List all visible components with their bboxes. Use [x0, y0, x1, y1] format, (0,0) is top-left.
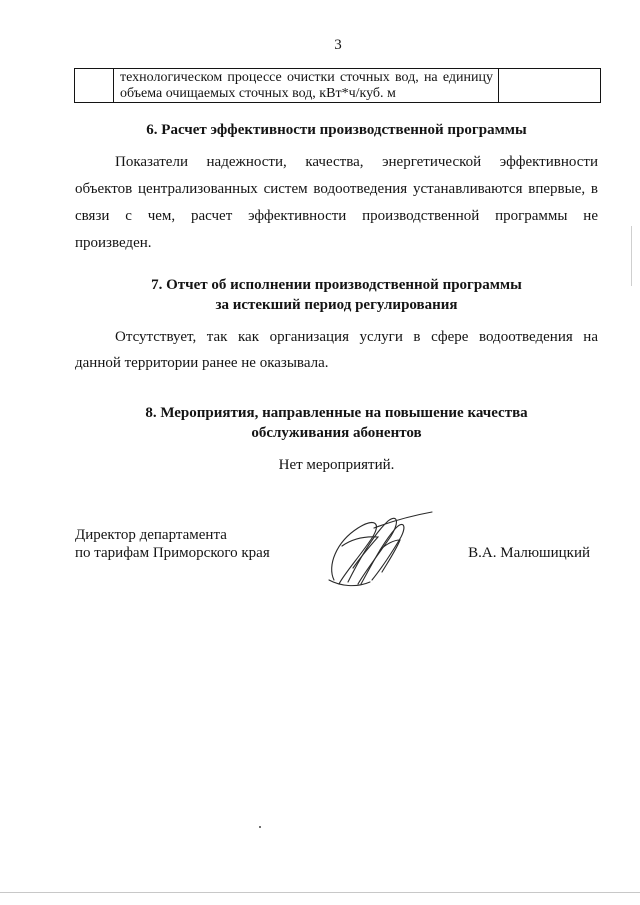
scan-edge-line	[0, 892, 640, 893]
heading-line: 6. Расчет эффективности производственной программы	[146, 122, 527, 138]
signature-stroke	[332, 523, 377, 584]
signature-stroke	[348, 518, 396, 584]
heading-line: за истекший период регулирования	[215, 297, 458, 313]
signer-name: В.А. Малюшицкий	[468, 545, 590, 561]
scan-edge-line	[631, 226, 632, 286]
page-number: 3	[334, 37, 342, 53]
heading-line: 8. Мероприятия, направленные на повышение качества	[145, 405, 528, 421]
table-continuation	[74, 68, 601, 103]
paragraph-line: Отсутствует, так как организация услуги в сфере водоотведения на	[115, 329, 598, 345]
section-6-heading	[75, 121, 598, 139]
table-cell-line: технологическом процессе очистки сточных вод, на единицу	[120, 70, 493, 85]
paragraph-line: произведен.	[75, 235, 152, 251]
signer-position-line: по тарифам Приморского края	[75, 545, 270, 561]
table-cell-line: объема очищаемых сточных вод, кВт*ч/куб. м	[120, 86, 396, 101]
paragraph-line: данной территории ранее не оказывала.	[75, 355, 329, 371]
table-cell-description	[114, 69, 499, 102]
section-8-text: Нет мероприятий.	[278, 457, 395, 473]
section-7-heading	[75, 275, 598, 315]
signature-stroke	[361, 524, 404, 584]
paragraph-line: объектов централизованных систем водоотведения устанавливаются впервые, в	[75, 181, 598, 197]
signature-stroke	[329, 580, 370, 586]
section-8-heading	[75, 403, 598, 443]
paragraph-line: связи с чем, расчет эффективности производственной программы не	[75, 208, 598, 224]
handwritten-signature	[320, 506, 435, 590]
section-6-paragraph	[75, 149, 598, 257]
scan-speck	[259, 826, 261, 828]
table-cell-value	[499, 69, 600, 102]
section-7-paragraph	[75, 324, 598, 376]
heading-line: обслуживания абонентов	[251, 425, 422, 441]
paragraph-line: Показатели надежности, качества, энергетической эффективности	[115, 154, 598, 170]
table-cell-number	[75, 69, 114, 102]
signer-position	[75, 526, 270, 562]
heading-line: 7. Отчет об исполнении производственной программы	[151, 277, 522, 293]
signer-position-line: Директор департамента	[75, 527, 227, 543]
